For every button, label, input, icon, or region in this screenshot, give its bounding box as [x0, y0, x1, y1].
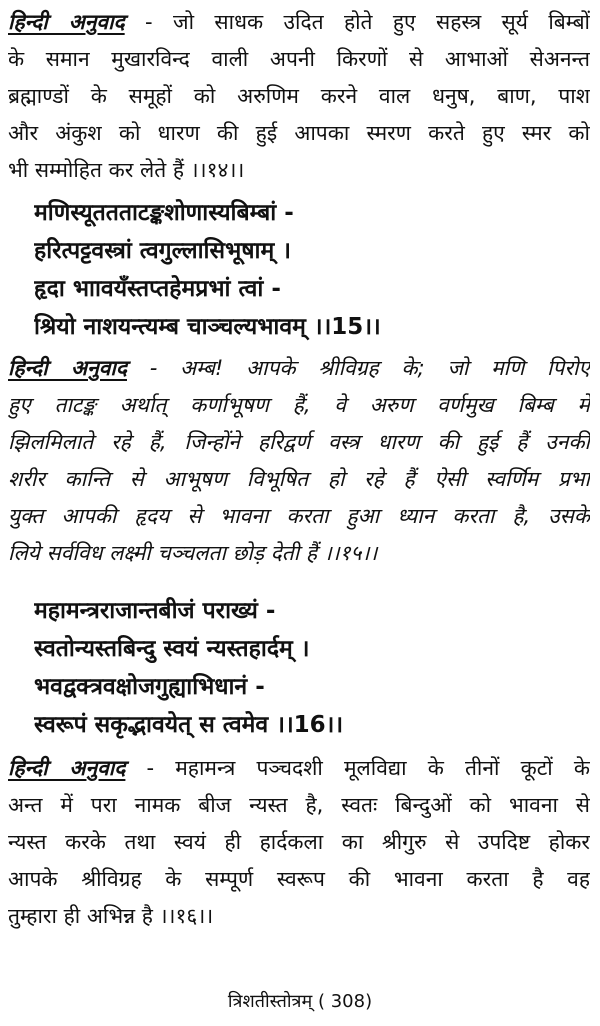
translation-heading: हिन्दी अनुवाद — [8, 756, 126, 780]
paragraph-line: के समान मुखारविन्द वाली अपनी किरणों से आभाओं सेअनन्त — [8, 47, 590, 71]
paragraph-line: तुम्हारा ही अभिन्न है ।।१६।। — [8, 904, 214, 928]
verse-line: हृदा भाावयँस्तप्तहेमप्रभां त्वां - — [34, 276, 281, 302]
paragraph-text: - जो साधक उदित होते हुए सहस्त्र सूर्य बिम्बों — [124, 10, 590, 34]
verse-line: स्वतोन्यस्तबिन्दु स्वयं न्यस्तहार्दम् । — [34, 636, 310, 662]
verse-line: महामन्त्रराजान्तबीजं पराख्यं - — [34, 598, 276, 624]
translation-paragraph-16 — [8, 750, 590, 935]
paragraph-line: झिलमिलाते रहे हैं, जिन्होंने हरिद्वर्ण वस्त्र धारण की हुई हैं उनकी — [8, 430, 590, 454]
sanskrit-verse-15 — [34, 194, 594, 346]
translation-paragraph-15 — [8, 350, 590, 572]
verse-line: मणिस्यूततताटङ्कशोणास्यबिम्बां - — [34, 200, 294, 226]
paragraph-line: लिये सर्वविध लक्ष्मी चञ्चलता छोड़ देती हैं ।।१५।। — [8, 541, 378, 565]
page-footer: त्रिशतीस्तोत्रम् ( 308) — [227, 991, 373, 1012]
translation-heading: हिन्दी अनुवाद — [8, 356, 127, 380]
paragraph-line: आपके श्रीविग्रह के सम्पूर्ण स्वरूप की भावना करता है वह — [8, 867, 590, 891]
paragraph-line — [8, 750, 590, 787]
paragraph-line: अन्त में परा नामक बीज न्यस्त है, स्वतः बिन्दुओं को भावना से — [8, 793, 590, 817]
verse-line: हरित्पट्टवस्त्रां त्वगुल्लासिभूषाम् । — [34, 238, 291, 264]
verse-line: श्रियो नाशयन्त्यम्ब चाञ्चल्यभावम् ।।15।। — [34, 314, 381, 340]
verse-line: स्वरूपं सकृद्भावयेत् स त्वमेव ।।16।। — [34, 712, 344, 738]
paragraph-line: ब्रह्माण्डों के समूहों को अरुणिम करने वाल धनुष, बाण, पाश — [8, 84, 590, 108]
paragraph-text: - महामन्त्र पञ्चदशी मूलविद्या के तीनों कूटों के — [125, 756, 590, 780]
verse-line: भवद्वक्त्रवक्षोजगुह्याभिधानं - — [34, 674, 265, 700]
paragraph-line: शरीर कान्ति से आभूषण विभूषित हो रहे हैं ऐसी स्वर्णिम प्रभा — [8, 467, 590, 491]
paragraph-line: न्यस्त करके तथा स्वयं ही हार्दकला का श्रीगुरु से उपदिष्ट होकर — [8, 830, 590, 854]
paragraph-text: - अम्ब! आपके श्रीविग्रह के; जो मणि पिरोए — [127, 356, 590, 380]
paragraph-line: युक्त आपकी हृदय से भावना करता हुआ ध्यान करता है, उसके — [8, 504, 590, 528]
paragraph-line — [8, 350, 590, 387]
paragraph-line: भी सम्मोहित कर लेते हैं ।।१४।। — [8, 158, 245, 182]
paragraph-line — [8, 4, 590, 41]
sanskrit-verse-16 — [34, 592, 594, 744]
paragraph-line: हुए ताटङ्क अर्थात् कर्णाभूषण हैं, वे अरुण वर्णमुख बिम्ब में — [8, 393, 590, 417]
translation-heading: हिन्दी अनुवाद — [8, 10, 125, 34]
paragraph-line: और अंकुश को धारण की हुई आपका स्मरण करते हुए स्मर को — [8, 121, 590, 145]
translation-paragraph-14 — [8, 4, 590, 189]
